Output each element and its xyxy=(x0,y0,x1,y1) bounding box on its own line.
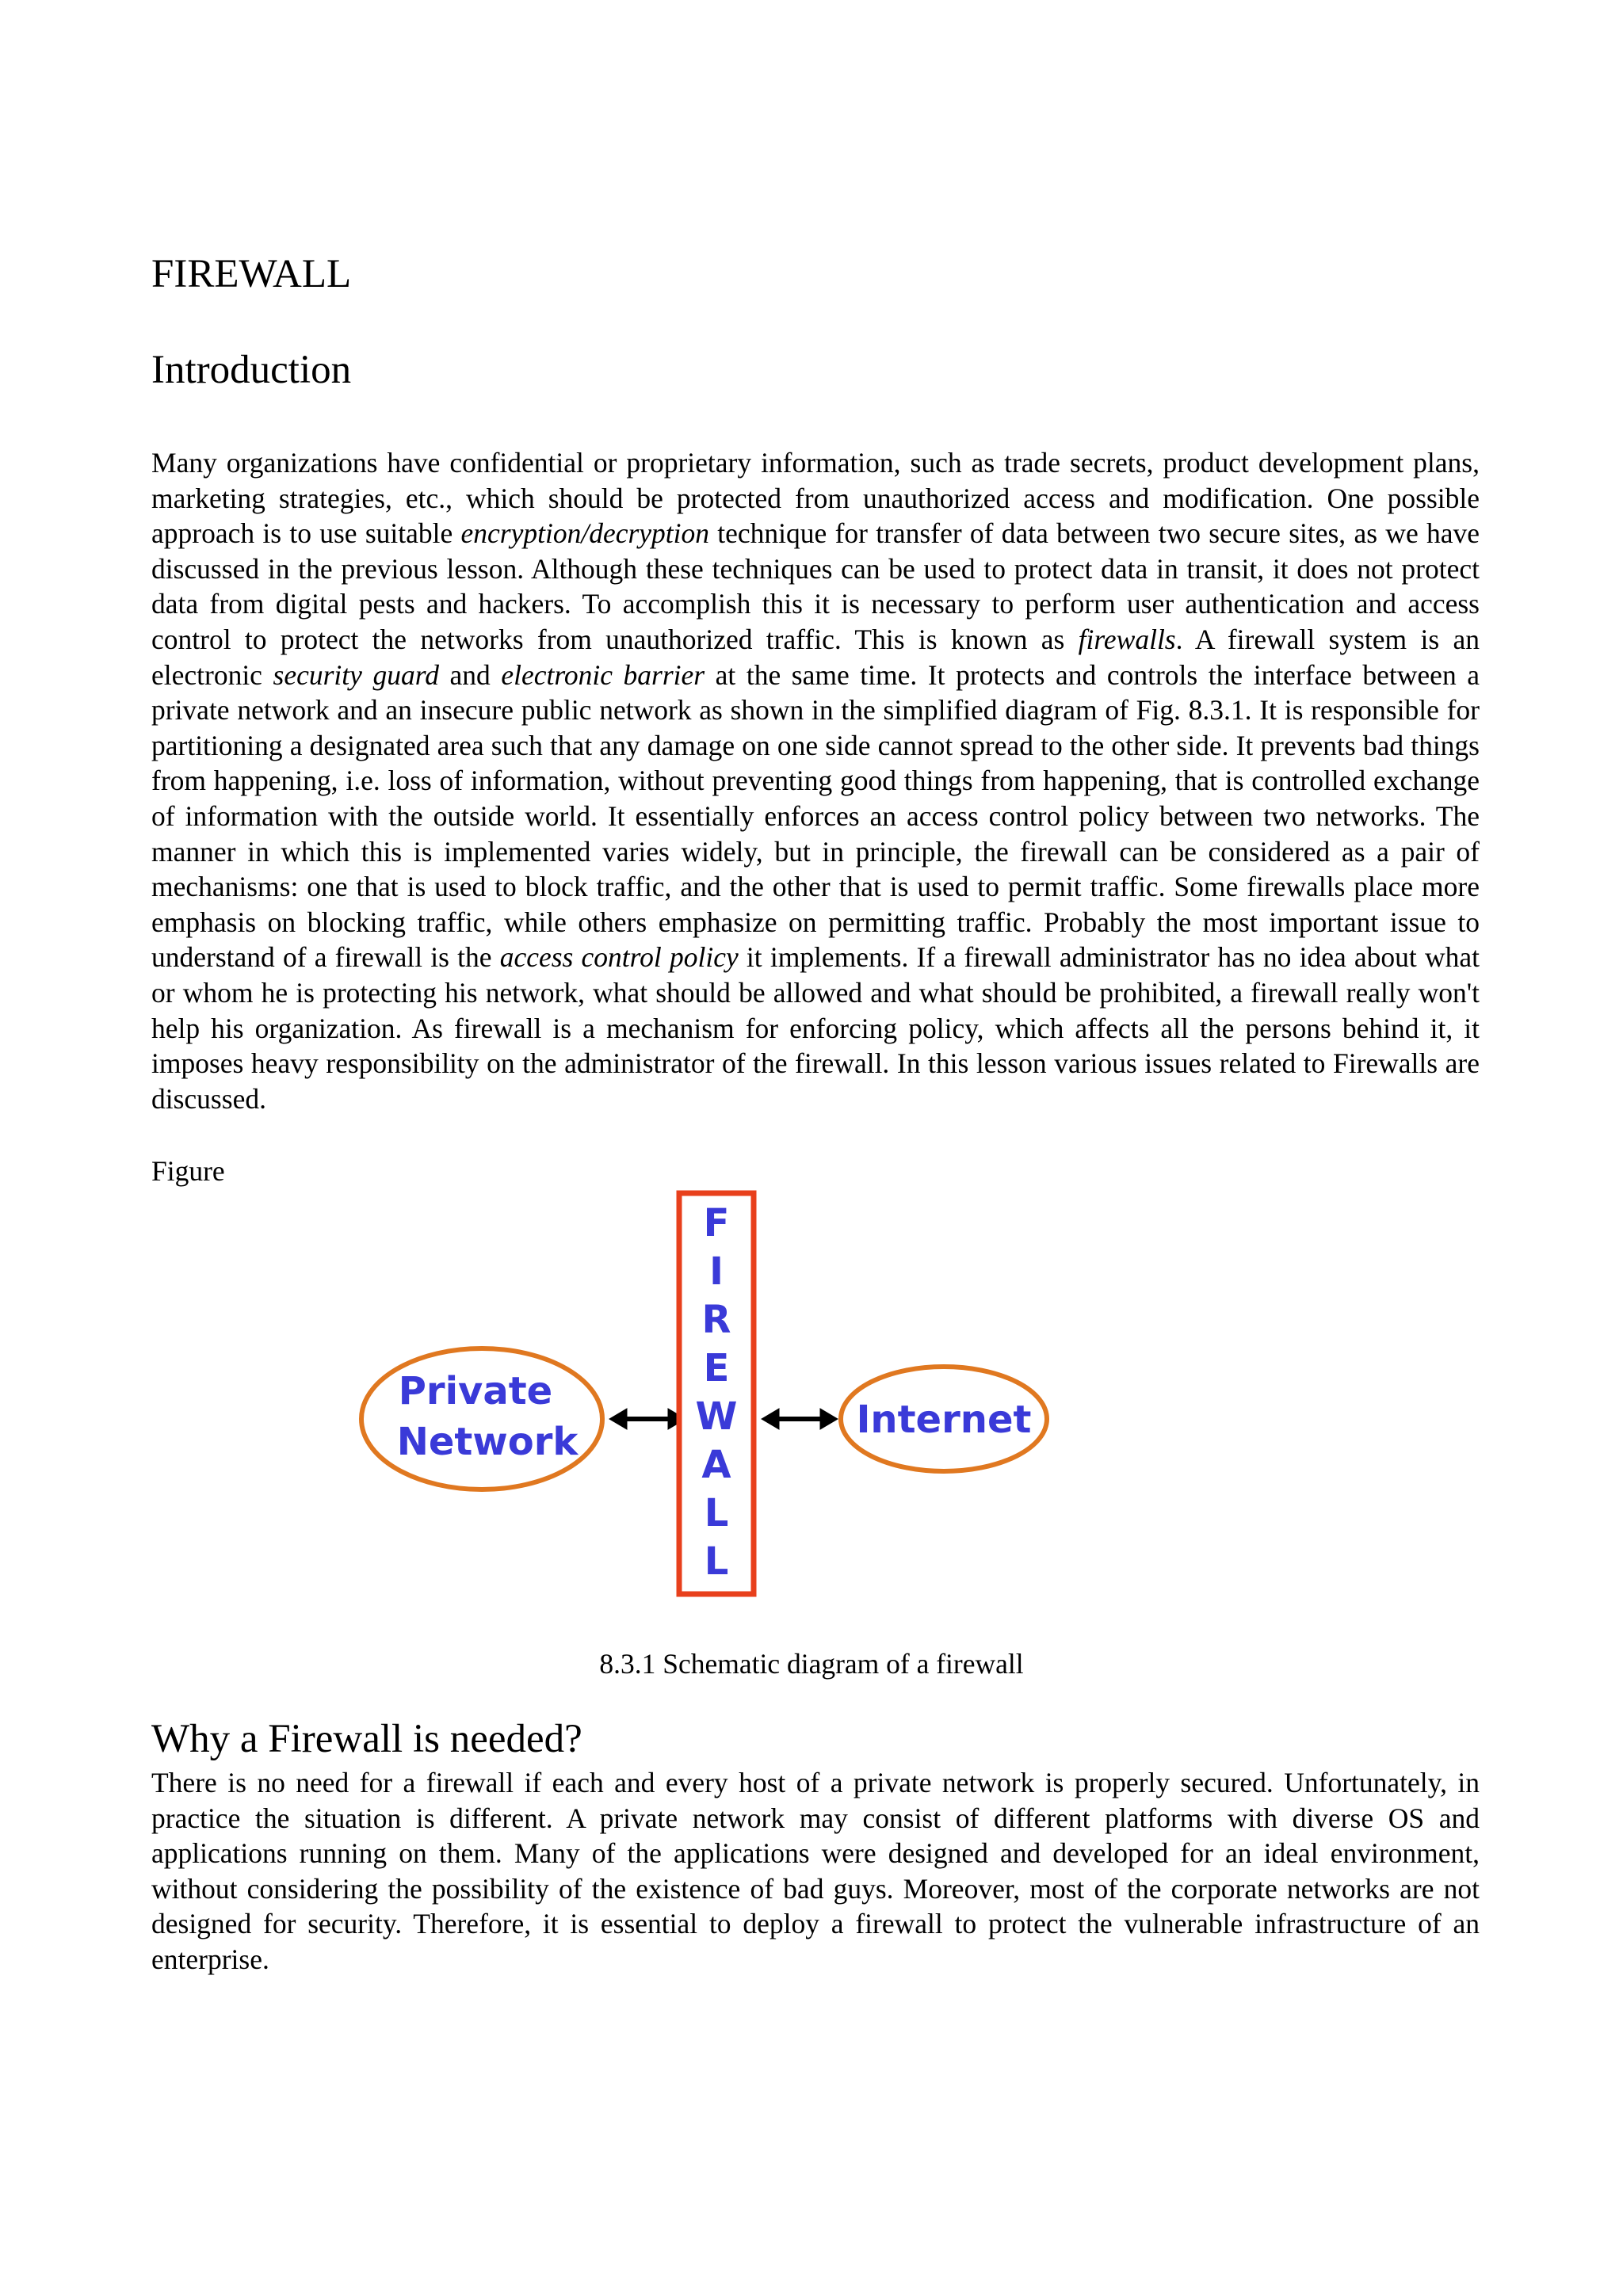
paragraph-text: technique for transfer of data between two secure sites, as we have discussed in the previous lesson. Although these techniques can be used to protect data in transit, it does not protect data from digital pests and hackers. To accomplish this it is necessary to perform user authentication and access control to protect the networks from unauthorized traffic. This is known as xyxy=(151,517,1480,655)
why-firewall-paragraph: There is no need for a firewall if each and every host of a private network is properly secured. Unfortunately, in practice the situation is different. A private network may consist of different platforms with diverse OS and applications running on them. Many of the applications were designed and developed for an ideal environment, without considering the possibility of the existence of bad guys. Moreover, most of the corporate networks are not designed for security. Therefore, it is essential to deploy a firewall to protect the vulnerable infrastructure of an enterprise. xyxy=(151,1767,1480,1975)
private-network-label-line1: Private xyxy=(398,1369,553,1413)
why-firewall-heading: Why a Firewall is needed? xyxy=(151,1717,582,1761)
firewall-diagram-svg xyxy=(329,1173,1082,1616)
figure-label: Figure xyxy=(151,1155,225,1187)
firewall-letter: L xyxy=(704,1491,729,1535)
firewall-letter: R xyxy=(701,1298,731,1342)
italic-term: firewalls xyxy=(1078,623,1176,655)
firewall-letter: W xyxy=(695,1394,738,1439)
firewall-letter: L xyxy=(704,1539,729,1584)
italic-term: access control policy xyxy=(499,941,739,974)
introduction-heading: Introduction xyxy=(151,348,352,392)
firewall-letter: F xyxy=(703,1201,730,1245)
paragraph-text: and xyxy=(438,658,502,691)
paragraph-text: it implements. If a firewall administrator has no idea about what or whom he is protecting his network, what should be allowed and what should be prohibited, a firewall really won't help his organization. As firewall is a mechanism for enforcing policy, which affects all the persons behind it, it imposes heavy responsibility on the administrator of the firewall. In this lesson various issues related to Firewalls are discussed. xyxy=(151,941,1480,1115)
italic-term: security guard xyxy=(273,658,439,691)
right-double-arrow xyxy=(762,1409,838,1429)
left-double-arrow xyxy=(609,1409,685,1429)
firewall-letter: I xyxy=(709,1249,724,1294)
internet-label: Internet xyxy=(856,1398,1032,1442)
introduction-paragraph xyxy=(151,445,1480,1116)
private-network-label-line2: Network xyxy=(396,1420,579,1464)
document-title: FIREWALL xyxy=(151,252,352,296)
firewall-diagram xyxy=(329,1173,1082,1616)
figure-caption: 8.3.1 Schematic diagram of a firewall xyxy=(599,1648,1024,1680)
paragraph-text: at the same time. It protects and controls the interface between a private network and an insecure public network as shown in the simplified diagram of Fig. 8.3.1. It is responsible for partitioning a designated area such that any damage on one side cannot spread to the other side. It prevents bad things from happening, i.e. loss of information, without preventing good things from happening, that is controlled exchange of information with the outside world. It essentially enforces an access control policy between two networks. The manner in which this is implemented varies widely, but in principle, the firewall can be considered as a pair of mechanisms: one that is used to block traffic, and the other that is used to permit traffic. Some firewalls place more emphasis on blocking traffic, while others emphasize on permitting traffic. Probably the most important issue to understand of a firewall is the xyxy=(151,658,1480,974)
firewall-letter: E xyxy=(703,1346,730,1390)
paragraph-text: Many organizations have confidential or proprietary information, such as trade secrets, product development plans, marketing strategies, etc., which should be protected from unauthorized access and modification. One possible approach is to use suitable xyxy=(151,447,1480,550)
paragraph-text: . A firewall system is an electronic xyxy=(151,623,1480,691)
italic-term: encryption/decryption xyxy=(460,517,710,550)
italic-term: electronic barrier xyxy=(501,658,705,691)
firewall-letter: A xyxy=(701,1443,731,1487)
